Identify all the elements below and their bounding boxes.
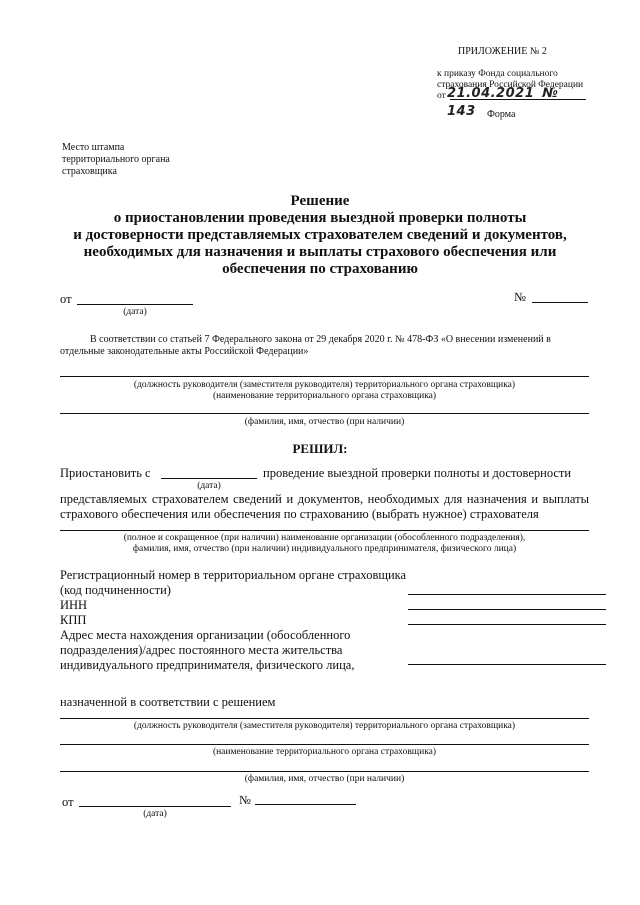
suspend-suffix: проведение выездной проверки полноты и достоверности — [263, 466, 572, 480]
stamp-place-line-1: Место штампа — [62, 142, 125, 153]
body-name-caption: (наименование территориального органа страховщика) — [212, 391, 437, 401]
address-label-2: подразделения)/адрес постоянного места жительства — [60, 643, 343, 657]
head-position-field[interactable] — [60, 376, 589, 377]
number-field[interactable] — [532, 302, 588, 303]
appointed-label: назначенной в соответствии с решением — [60, 695, 276, 709]
stamp-place-line-2: территориального органа — [62, 154, 170, 165]
insurer-caption-1: (полное и сокращенное (при наличии) наименование организации (обособленного подразделения), — [123, 533, 526, 543]
title-line-5: обеспечения по страхованию — [222, 261, 418, 277]
appointed-name-caption: (фамилия, имя, отчество (при наличии) — [244, 774, 405, 784]
suspend-prefix: Приостановить с — [60, 466, 151, 480]
bottom-from-label: от — [62, 795, 74, 809]
handwritten-date: 21.04.2021 — [447, 86, 535, 101]
bottom-date-caption: (дата) — [143, 809, 167, 819]
appointed-name-field[interactable] — [60, 771, 589, 772]
appointed-position-caption: (должность руководителя (заместителя руководителя) территориального органа страховщика) — [133, 721, 516, 731]
handwritten-number: № 143 — [447, 86, 559, 119]
address-label-1: Адрес места нахождения организации (обособленного — [60, 628, 351, 642]
title-line-4: необходимых для назначения и выплаты страхового обеспечения или — [83, 244, 557, 260]
full-name-caption: (фамилия, имя, отчество (при наличии) — [244, 417, 405, 427]
reg-number-label-1: Регистрационный номер в территориальном органе страховщика — [60, 568, 407, 582]
order-date-prefix: от — [437, 91, 446, 101]
suspend-line-3: страхового обеспечения или обеспечения по страхованию (выбрать нужное) страхователя — [60, 507, 539, 521]
head-position-caption: (должность руководителя (заместителя руководителя) территориального органа страховщика) — [133, 380, 516, 390]
reg-number-field[interactable] — [408, 594, 606, 595]
address-field[interactable] — [408, 664, 606, 665]
title-line-1: Решение — [290, 193, 350, 209]
inn-label: ИНН — [60, 598, 88, 612]
date-caption: (дата) — [123, 307, 147, 317]
order-line-1: к приказу Фонда социального — [437, 69, 558, 79]
preamble-line-2: отдельные законодательные акты Российской Федерации» — [60, 346, 309, 357]
form-label: Форма — [487, 109, 516, 120]
suspend-line-2: представляемых страхователем сведений и документов, необходимых для назначения и выплаты — [60, 492, 589, 506]
stamp-place-line-3: страховщика — [62, 166, 117, 177]
order-line-2: страхования Российской Федерации — [437, 80, 584, 90]
reg-number-label-2: (код подчиненности) — [60, 583, 171, 597]
appendix-label: ПРИЛОЖЕНИЕ № 2 — [458, 46, 547, 57]
address-label-3: индивидуального предпринимателя, физического лица, — [60, 658, 355, 672]
appointed-body-caption: (наименование территориального органа страховщика) — [212, 747, 437, 757]
kpp-label: КПП — [60, 613, 87, 627]
preamble-line-1: В соответствии со статьей 7 Федерального закона от 29 декабря 2020 г. № 478-ФЗ «О внесении изменений в — [90, 334, 551, 345]
title-line-2: о приостановлении проведения выездной проверки полноты — [113, 210, 527, 226]
appointed-body-field[interactable] — [60, 744, 589, 745]
insurer-caption-2: фамилия, имя, отчество (при наличии) индивидуального предпринимателя, физического лица) — [132, 544, 517, 554]
kpp-field[interactable] — [408, 624, 606, 625]
number-label: № — [514, 290, 526, 304]
order-date-underline — [450, 99, 586, 100]
suspend-date-field[interactable] — [161, 478, 257, 479]
date-field[interactable] — [77, 304, 193, 305]
bottom-date-field[interactable] — [79, 806, 231, 807]
full-name-field[interactable] — [60, 413, 589, 414]
decided-heading: РЕШИЛ: — [292, 441, 348, 456]
suspend-date-caption: (дата) — [197, 481, 221, 491]
bottom-number-label: № — [239, 793, 251, 807]
insurer-name-field[interactable] — [60, 530, 589, 531]
date-from-label: от — [60, 292, 72, 306]
appointed-position-field[interactable] — [60, 718, 589, 719]
title-line-3: и достоверности представляемых страхователем сведений и документов, — [73, 227, 567, 243]
inn-field[interactable] — [408, 609, 606, 610]
bottom-number-field[interactable] — [255, 804, 356, 805]
